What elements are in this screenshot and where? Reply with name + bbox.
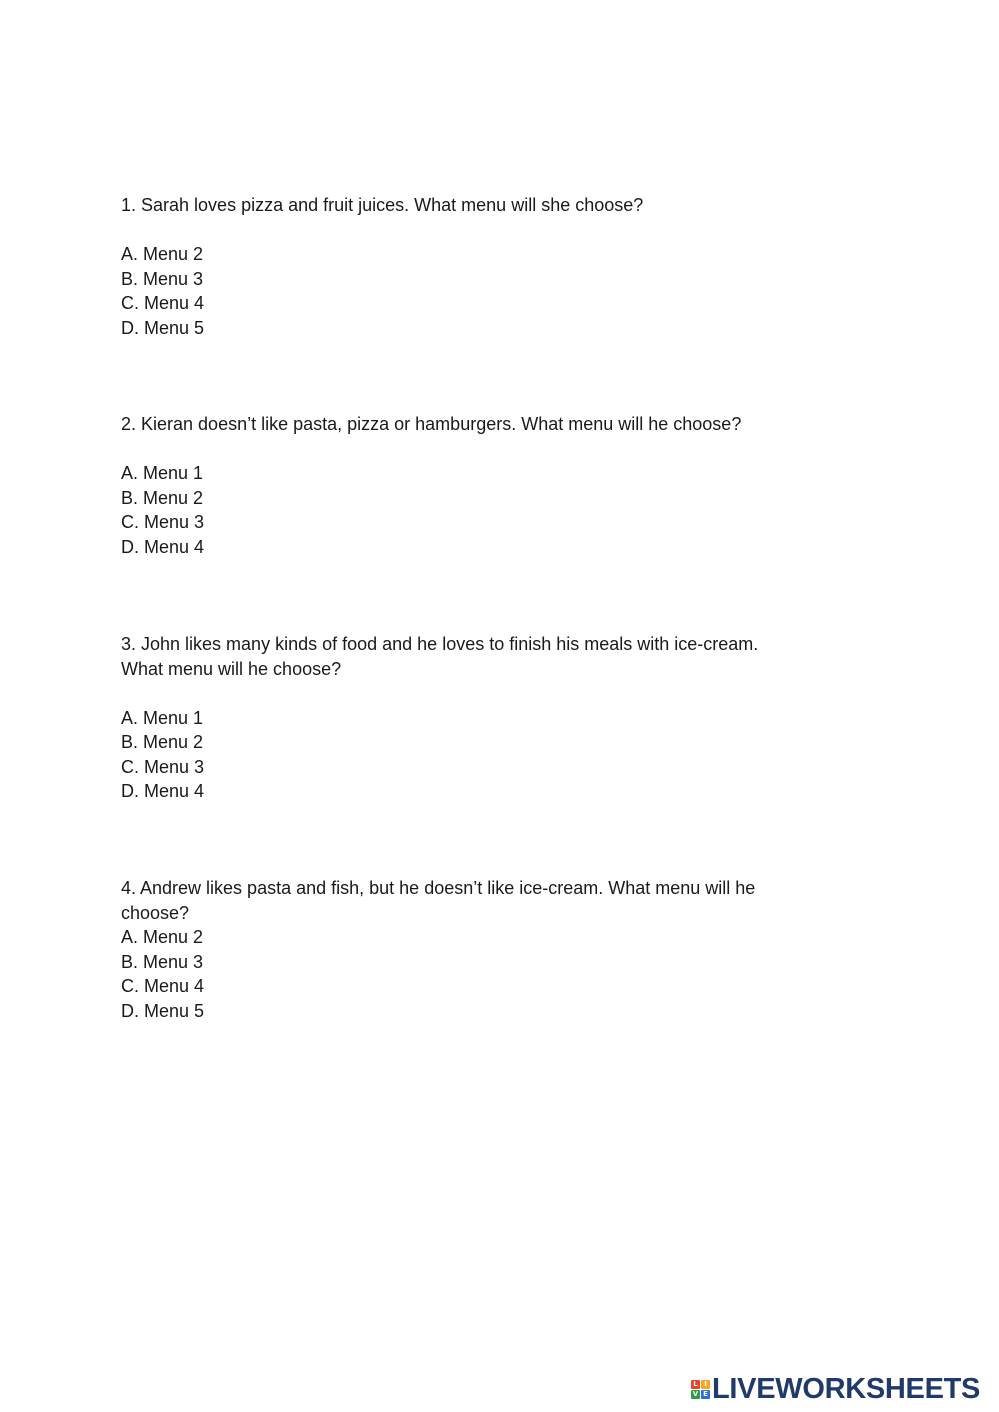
question-1 <box>121 193 761 340</box>
question-4 <box>121 876 761 1023</box>
option-b[interactable]: B. Menu 3 <box>121 951 204 972</box>
option-a[interactable]: A. Menu 1 <box>121 463 204 483</box>
answer-options <box>121 706 761 804</box>
question-text: 4. Andrew likes pasta and fish, but he doesn’t like ice-cream. What menu will he choose? <box>121 878 756 923</box>
question-text: 2. Kieran doesn’t like pasta, pizza or hamburgers. What menu will he choose? <box>121 414 742 434</box>
option-b[interactable]: B. Menu 2 <box>121 487 204 508</box>
logo-mark-letter: E <box>701 1390 710 1399</box>
question-3 <box>121 632 761 804</box>
option-a[interactable]: A. Menu 2 <box>121 244 204 264</box>
question-text: 3. John likes many kinds of food and he loves to finish his meals with ice-cream. What menu will he choose? <box>121 634 759 679</box>
answer-options <box>121 925 761 1023</box>
liveworksheets-logo <box>691 1374 980 1404</box>
logo-mark-letter: I <box>701 1380 710 1389</box>
option-c[interactable]: C. Menu 4 <box>121 293 205 313</box>
option-c[interactable]: C. Menu 3 <box>121 512 205 532</box>
option-d[interactable]: D. Menu 5 <box>121 317 205 338</box>
option-a[interactable]: A. Menu 2 <box>121 927 204 947</box>
logo-text: LIVEWORKSHEETS <box>712 1373 981 1405</box>
option-d[interactable]: D. Menu 4 <box>121 536 205 557</box>
answer-options <box>121 242 761 340</box>
logo-mark-letter: L <box>691 1380 700 1389</box>
option-a[interactable]: A. Menu 1 <box>121 707 204 728</box>
option-b[interactable]: B. Menu 3 <box>121 268 204 289</box>
answer-options <box>121 461 761 559</box>
logo-mark-letter: V <box>692 1389 699 1398</box>
option-c[interactable]: C. Menu 4 <box>121 976 205 996</box>
option-b[interactable]: B. Menu 2 <box>121 732 204 752</box>
logo-mark-icon <box>691 1380 710 1399</box>
option-d[interactable]: D. Menu 4 <box>121 781 205 801</box>
question-text: 1. Sarah loves pizza and fruit juices. What menu will she choose? <box>121 195 644 215</box>
question-2 <box>121 412 761 559</box>
option-d[interactable]: D. Menu 5 <box>121 1000 205 1021</box>
option-c[interactable]: C. Menu 3 <box>121 756 205 777</box>
